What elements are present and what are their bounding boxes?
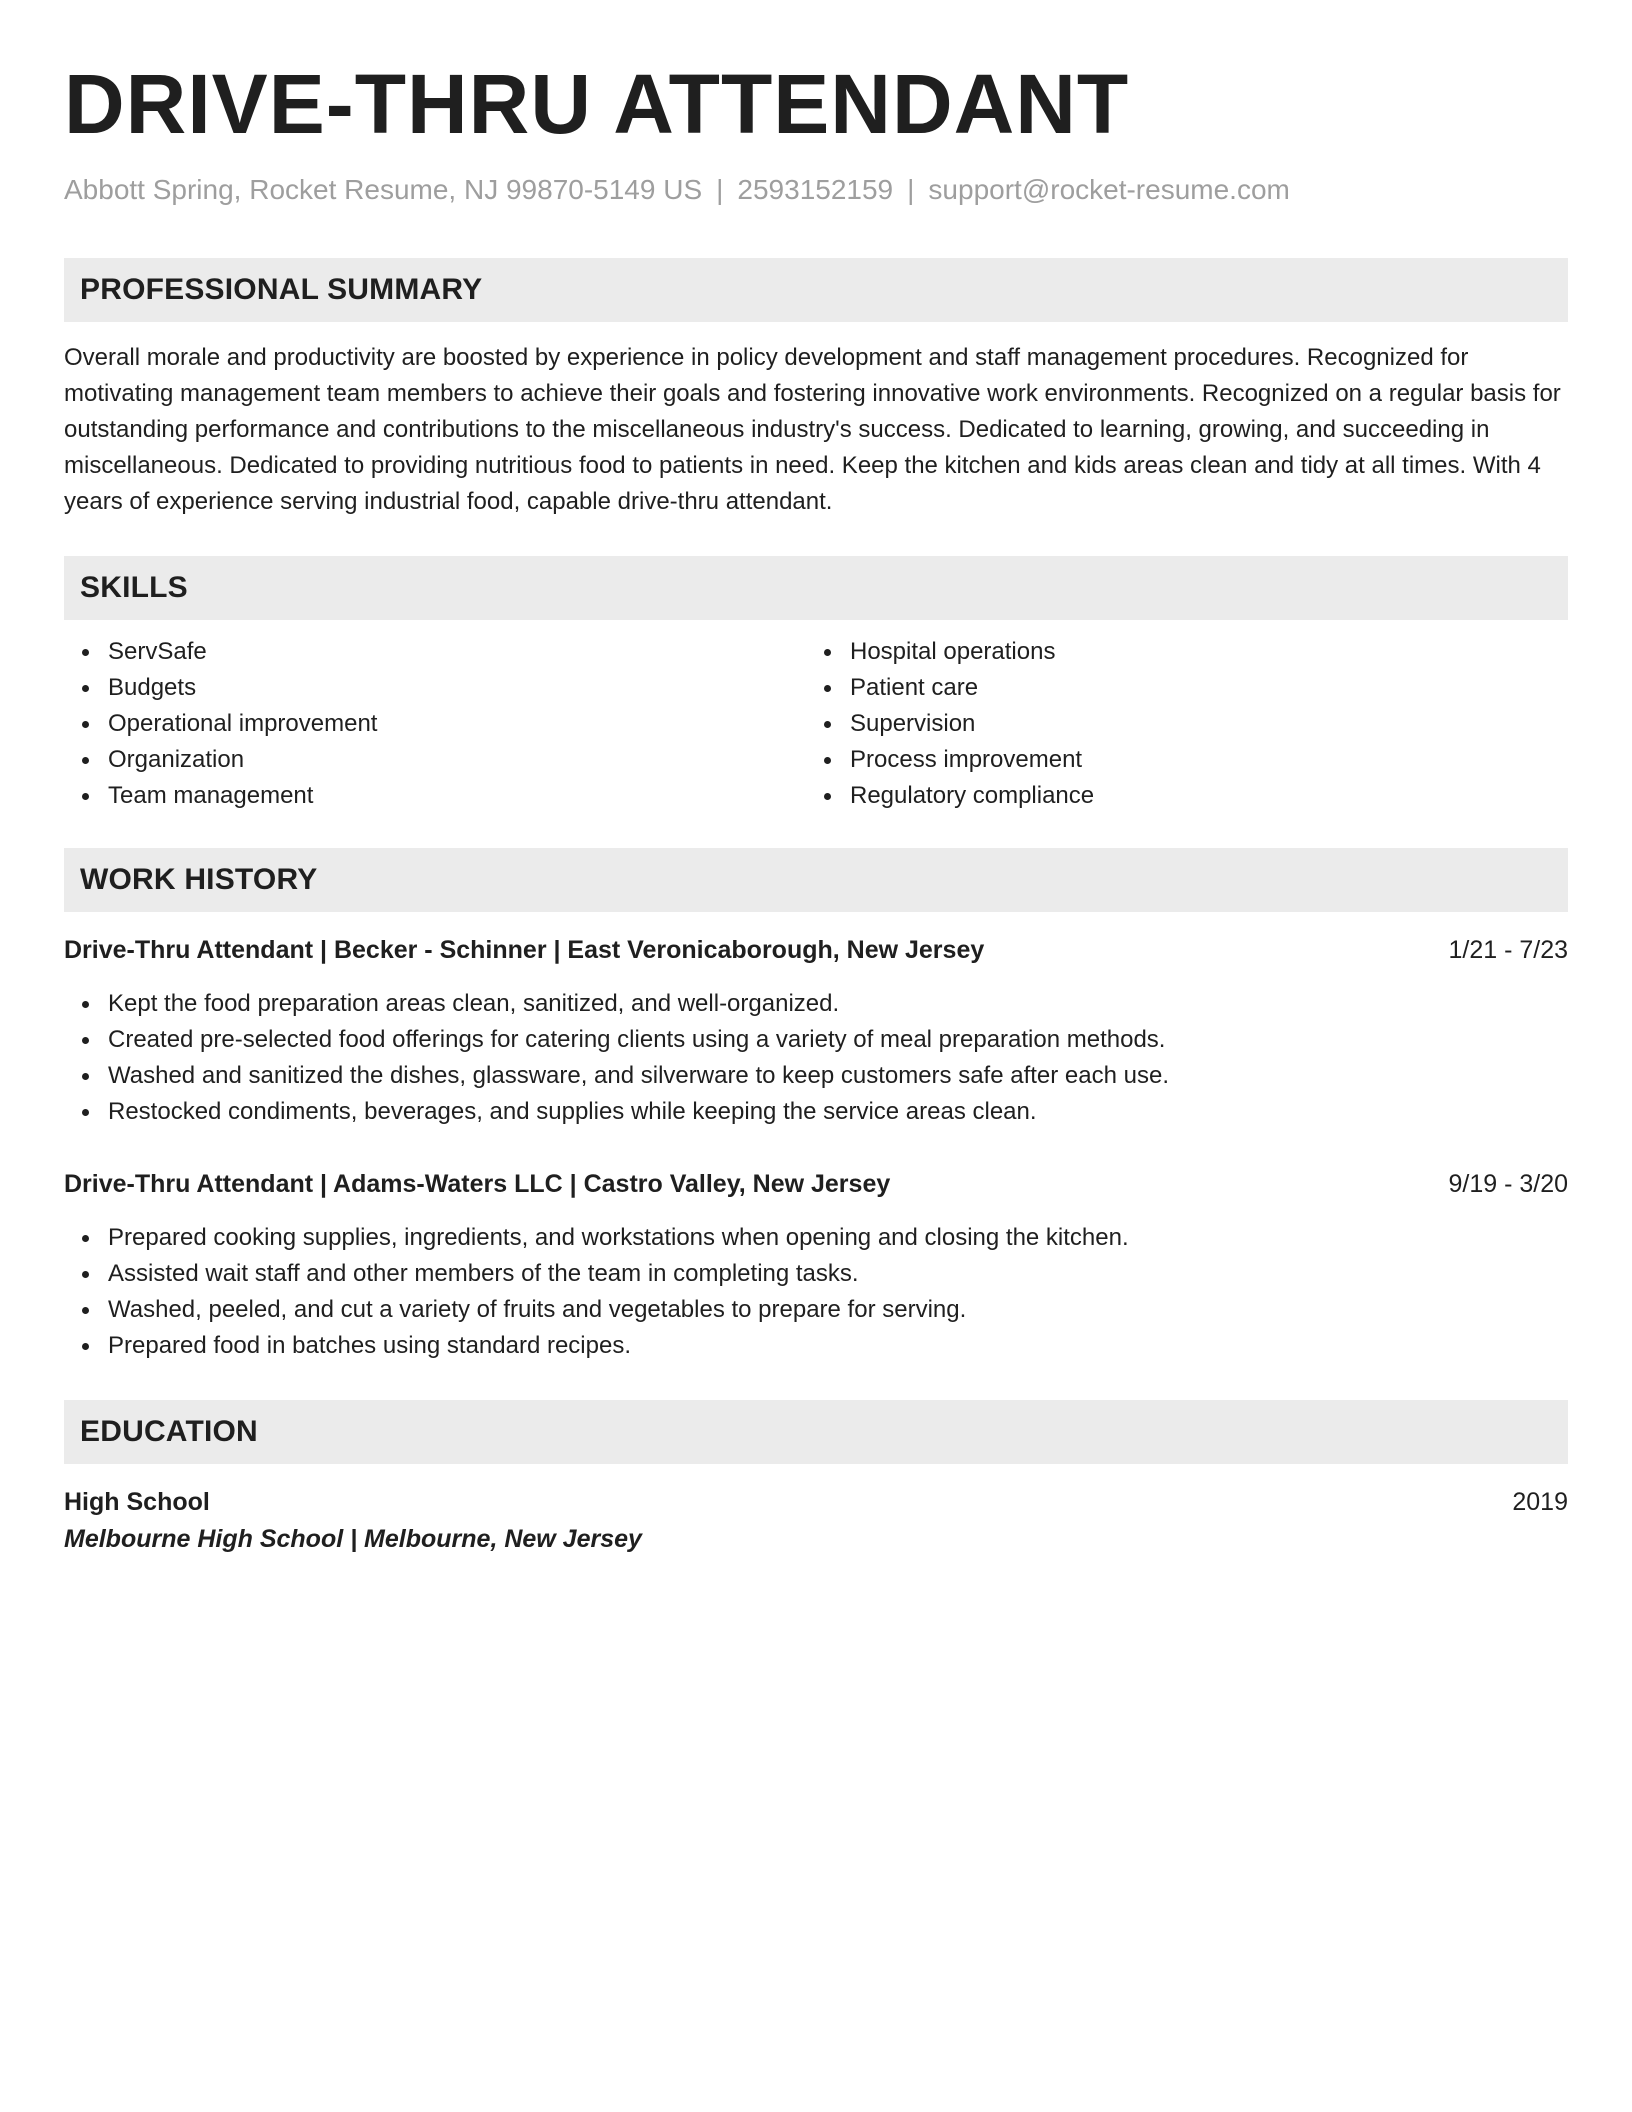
skill-item: Supervision — [806, 706, 1548, 742]
skills-grid — [64, 634, 1568, 814]
contact-separator: | — [907, 174, 915, 205]
skills-section-header — [64, 556, 1568, 620]
contact-email: support@rocket-resume.com — [928, 174, 1290, 205]
job-title: Drive-Thru Attendant | Adams-Waters LLC | Castro Valley, New Jersey — [64, 1170, 891, 1198]
skills-heading: SKILLS — [80, 571, 188, 604]
contact-address: Abbott Spring, Rocket Resume, NJ 99870-5149 US — [64, 174, 703, 205]
skill-item: Patient care — [806, 670, 1548, 706]
skill-item: Budgets — [64, 670, 806, 706]
work-heading: WORK HISTORY — [80, 863, 318, 896]
job-header — [64, 1166, 1568, 1202]
contact-separator: | — [716, 174, 724, 205]
education-header — [64, 1484, 1568, 1520]
summary-text: Overall morale and productivity are boosted by experience in policy development and staff management procedures. Recognized for motivating management team members to achieve their goals and fostering innovative work environments. Recognized on a regular basis for outstanding performance and contributions to the miscellaneous industry's success. Dedicated to learning, growing, and succeeding in miscellaneous. Dedicated to providing nutritious food to patients in need. Keep the kitchen and kids areas clean and tidy at all times. With 4 years of experience serving industrial food, capable drive-thru attendant. — [64, 344, 1561, 515]
job-bullet: Kept the food preparation areas clean, sanitized, and well-organized. — [64, 986, 1568, 1022]
education-section-header — [64, 1400, 1568, 1464]
contact-phone: 2593152159 — [737, 174, 894, 205]
job-entry — [64, 1166, 1568, 1364]
skills-column-left — [64, 634, 806, 814]
summary-heading: PROFESSIONAL SUMMARY — [80, 273, 483, 306]
job-bullet: Washed, peeled, and cut a variety of fruits and vegetables to prepare for serving. — [64, 1292, 1568, 1328]
education-entry — [64, 1484, 1568, 1558]
work-section-header — [64, 848, 1568, 912]
skill-item: Process improvement — [806, 742, 1548, 778]
skill-item: Regulatory compliance — [806, 778, 1548, 814]
skill-item: Team management — [64, 778, 806, 814]
job-title: Drive-Thru Attendant | Becker - Schinner | East Veronicaborough, New Jersey — [64, 936, 985, 964]
job-dates: 9/19 - 3/20 — [1448, 1170, 1568, 1198]
education-school: Melbourne High School | Melbourne, New Jersey — [64, 1525, 642, 1553]
skill-item: Hospital operations — [806, 634, 1548, 670]
contact-line — [64, 172, 1568, 208]
education-degree: High School — [64, 1488, 210, 1516]
job-bullets — [64, 986, 1568, 1130]
job-bullet: Washed and sanitized the dishes, glassware, and silverware to keep customers safe after each use. — [64, 1058, 1568, 1094]
job-bullet: Prepared cooking supplies, ingredients, and workstations when opening and closing the kitchen. — [64, 1220, 1568, 1256]
skills-column-right — [806, 634, 1548, 814]
skill-item: Organization — [64, 742, 806, 778]
job-entry — [64, 932, 1568, 1130]
education-year: 2019 — [1512, 1488, 1568, 1516]
job-bullet: Prepared food in batches using standard recipes. — [64, 1328, 1568, 1364]
skill-item: Operational improvement — [64, 706, 806, 742]
job-header — [64, 932, 1568, 968]
summary-section-header — [64, 258, 1568, 322]
job-bullet: Assisted wait staff and other members of the team in completing tasks. — [64, 1256, 1568, 1292]
job-bullet: Created pre-selected food offerings for catering clients using a variety of meal preparation methods. — [64, 1022, 1568, 1058]
skill-item: ServSafe — [64, 634, 806, 670]
resume-page — [64, 0, 1568, 1558]
job-dates: 1/21 - 7/23 — [1448, 936, 1568, 964]
job-bullet: Restocked condiments, beverages, and supplies while keeping the service areas clean. — [64, 1094, 1568, 1130]
resume-name: DRIVE-THRU ATTENDANT — [64, 57, 1130, 151]
education-heading: EDUCATION — [80, 1415, 258, 1448]
job-bullets — [64, 1220, 1568, 1364]
